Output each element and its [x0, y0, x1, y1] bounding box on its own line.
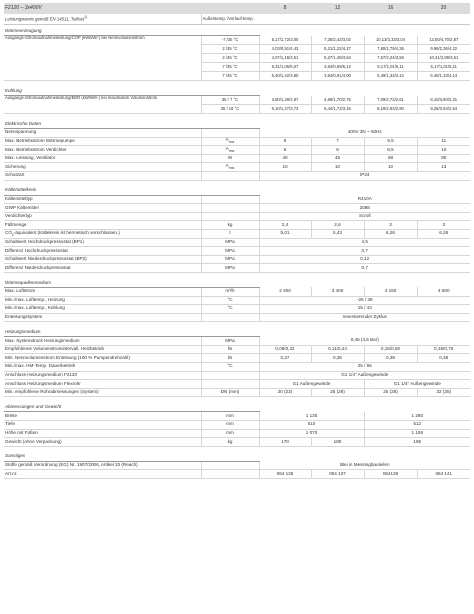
row-label: GWP Kältemittel	[4, 204, 201, 213]
table-row	[4, 204, 470, 213]
section-title: Kältemittelkreis	[4, 185, 201, 196]
section-title-spacer	[201, 85, 259, 96]
unit-text: MPa	[225, 238, 235, 244]
value-cell: 8,10/3,60/2,31	[417, 96, 470, 105]
row-label: Min. empfohlene Rohrabmessungen (System)	[4, 388, 201, 397]
section-title-spacer	[201, 118, 259, 129]
value-cell: 4 500	[417, 287, 470, 296]
condition-cell: -7 /35 °C	[201, 36, 259, 45]
section-title-spacer	[201, 185, 259, 196]
value-cell: 15 / 43	[259, 305, 470, 314]
table-row	[4, 429, 470, 438]
row-label: Anschluss Heizungsmedium Flexrohr	[4, 380, 201, 389]
value-cell: 5,40/1,42/3,80	[259, 72, 311, 81]
table-row	[4, 221, 470, 230]
unit-cell	[201, 371, 259, 380]
section-title: Elektrische Daten	[4, 118, 201, 129]
value-cell: 25 (28)	[311, 388, 364, 397]
value-cell: 5,49/1,33/4,14	[364, 72, 417, 81]
value-cell: 5,43	[311, 229, 364, 238]
value-cell: 3,80/1,28/2,97	[259, 96, 311, 105]
value-cell: 5,31/1,05/5,07	[259, 63, 311, 72]
row-label: Min./max. Lufttemp., Kühlung	[4, 305, 201, 314]
row-label: Sicherung	[4, 163, 201, 172]
value-cell: 9,5	[364, 137, 417, 146]
value-cell: 0,7	[259, 247, 470, 256]
section-title: Abmessungen und Gewicht	[4, 401, 201, 412]
value-cell: 10	[417, 146, 470, 155]
spec-table	[4, 3, 470, 479]
unit-cell	[201, 363, 259, 372]
section-spacer	[259, 277, 470, 288]
unit-text: MPa	[225, 337, 235, 343]
row-label: Ausgangs-/Stromaufnahmeleistung/COP (kW/kW/-) bei Nennvolumenstrom	[4, 36, 201, 81]
value-cell: 170	[259, 438, 311, 447]
value-cell: Scroll	[259, 212, 470, 221]
unit-cell	[201, 212, 259, 221]
unit-text: °C	[227, 363, 233, 369]
unit-text: t	[229, 230, 231, 236]
table-row	[4, 305, 470, 314]
unit-cell	[201, 154, 259, 163]
section-spacer	[259, 185, 470, 196]
row-label: Schutzart	[4, 171, 201, 180]
unit-text: MPa	[225, 256, 235, 262]
row-label: Max. Betriebsstrom Wärmepumpe	[4, 137, 201, 146]
value-cell: 0,12	[259, 255, 470, 264]
value-cell: 11	[417, 137, 470, 146]
value-cell: 5,49/1,33/4,14	[417, 72, 470, 81]
value-cell: 80	[417, 154, 470, 163]
section-title: Sonstiges	[4, 451, 201, 462]
value-cell: 0,7	[259, 264, 470, 273]
value-cell: 32 (35)	[417, 388, 470, 397]
table-row	[4, 438, 470, 447]
section-heatsource	[4, 277, 470, 288]
unit-text: MPa	[225, 247, 235, 253]
section-spacer	[259, 451, 470, 462]
table-row	[4, 412, 470, 421]
value-cell: 7,09/2,72/2,61	[364, 96, 417, 105]
value-cell: 9,96/2,36/4,22	[417, 45, 470, 54]
row-label: Art.nr.	[4, 470, 201, 479]
value-cell: 68	[364, 154, 417, 163]
unit-text: A	[225, 145, 229, 151]
row-label: Max. Leistung, Ventilator	[4, 154, 201, 163]
table-row	[4, 255, 470, 264]
table-row	[4, 36, 470, 45]
table-header	[4, 3, 470, 14]
value-cell: 2,6	[311, 221, 364, 230]
row-label: Ausgangs-/Stromaufnahmeleistung/EER (kW/kW/-) bei maximalem Volumenstrom	[4, 96, 201, 114]
performance-subtitle: Leistungswerte gemäß EN 14511, Teillast$^{1)}$	[4, 14, 201, 25]
section-title: Kühlung	[4, 85, 201, 96]
value-cell: 7	[311, 137, 364, 146]
value-cell: G1 1/4" Außengewinde	[364, 380, 470, 389]
row-label: Gewicht (ohne Verpackung)	[4, 438, 201, 447]
value-cell: 2 400	[259, 287, 311, 296]
unit-cell	[201, 296, 259, 305]
table-row	[4, 212, 470, 221]
row-label: Enteisungssystem	[4, 313, 201, 322]
value-cell: -25 / 38	[259, 296, 470, 305]
table-row	[4, 247, 470, 256]
value-cell: 13	[417, 163, 470, 172]
model-16: 16	[364, 3, 417, 14]
section-title: Wärmeerzeugung	[4, 25, 201, 36]
condition-header: Außentemp. /Vorlauf-temp.	[201, 14, 259, 25]
row-label: Min. Nennvolumenstrom Enteisung (100 % Pumpendrehzahl)	[4, 354, 201, 363]
table-row	[4, 154, 470, 163]
unit-text: A	[225, 137, 229, 143]
section-title-spacer	[201, 326, 259, 337]
value-cell: 5,17/1,72/3,00	[259, 36, 311, 45]
table-row	[4, 264, 470, 273]
value-cell: G1 Außengewinde	[259, 380, 364, 389]
condition-cell: 35 / 18 °C	[201, 105, 259, 114]
value-cell: 7,57/2,24/3,56	[364, 54, 417, 63]
section-refrigerant	[4, 185, 470, 196]
row-label: Anschluss Heizungsmedium F2120	[4, 371, 201, 380]
unit-cell	[201, 305, 259, 314]
unit-text: kg	[227, 438, 233, 444]
unit-cell	[201, 255, 259, 264]
table-subheader	[4, 14, 470, 25]
table-row	[4, 461, 470, 470]
value-cell: 45	[311, 154, 364, 163]
row-label: Verdichtertyp	[4, 212, 201, 221]
model-8: 8	[259, 3, 311, 14]
table-row	[4, 363, 470, 372]
value-cell: 2,4	[259, 221, 311, 230]
section-spacer	[259, 118, 470, 129]
unit-text: l/s	[227, 346, 233, 352]
unit-text: A	[225, 162, 229, 168]
table-row	[4, 287, 470, 296]
table-title: F2120 – 3x400V	[4, 3, 201, 14]
unit-cell	[201, 129, 259, 138]
value-cell: 5,17/1,01/5,11	[364, 63, 417, 72]
row-label: Empfohlenes Volumenstromintervall, Heizbetrieb	[4, 345, 201, 354]
table-row	[4, 470, 470, 479]
table-row	[4, 337, 470, 346]
unit-cell	[201, 421, 259, 430]
unit-cell	[201, 146, 259, 155]
model-20: 20	[417, 3, 470, 14]
value-cell: 612	[364, 421, 470, 430]
value-cell: 064 135	[259, 470, 311, 479]
value-cell: 1 280	[364, 412, 470, 421]
row-label: Max. Luftstrom	[4, 287, 201, 296]
value-cell: 20 (22)	[259, 388, 311, 397]
value-cell: 4,5	[259, 238, 470, 247]
label-text: -äquivalent (Kältekreis ist hermetisch verschlossen.)	[13, 229, 120, 235]
row-label: Breite	[4, 412, 201, 421]
section-title-spacer	[201, 277, 259, 288]
value-cell: 5	[259, 146, 311, 155]
value-cell: 6,26	[364, 229, 417, 238]
value-cell: 0,11/0,44	[311, 345, 364, 354]
unit-cell	[201, 313, 259, 322]
table-row	[4, 229, 470, 238]
table-row	[4, 345, 470, 354]
unit-text: W	[227, 155, 233, 161]
table-row	[4, 146, 470, 155]
table-row	[4, 380, 470, 389]
table-row	[4, 388, 470, 397]
unit-cell	[201, 195, 259, 204]
value-cell: 5,17/1,01/5,11	[417, 63, 470, 72]
unit-subscript: rms	[228, 148, 235, 153]
row-label: Tiefe	[4, 421, 201, 430]
value-cell: 185	[364, 438, 470, 447]
unit-cell	[201, 204, 259, 213]
section-cooling	[4, 85, 470, 96]
value-cell: R410A	[259, 195, 470, 204]
unit-cell	[201, 380, 259, 389]
row-label: Min./max. Lufttemp., Heizung	[4, 296, 201, 305]
row-label: Kältemitteltyp	[4, 195, 201, 204]
spec-table-body	[4, 3, 470, 479]
row-label: Höhe mit Füßen	[4, 429, 201, 438]
value-cell: 0,19/0,75	[417, 345, 470, 354]
value-cell: 3,64/0,69/5,12	[311, 63, 364, 72]
table-row	[4, 296, 470, 305]
table-row	[4, 238, 470, 247]
condition-cell: 35 / 7 °C	[201, 96, 259, 105]
unit-subscript: rms	[228, 165, 235, 170]
value-cell: reversierender Zyklus	[259, 313, 470, 322]
unit-cell	[201, 412, 259, 421]
value-cell: 6	[259, 137, 311, 146]
value-cell: 7,80/1,79/4,36	[364, 45, 417, 54]
section-title: Heizungsmedium	[4, 326, 201, 337]
value-cell: 610	[259, 421, 364, 430]
unit-cell	[201, 247, 259, 256]
row-label: Max. Betriebsstrom Verdichter	[4, 146, 201, 155]
model-12: 12	[311, 3, 364, 14]
section-title: Wärmequellenmedium	[4, 277, 201, 288]
value-cell: 0,35	[311, 354, 364, 363]
table-row	[4, 171, 470, 180]
unit-text: °C	[227, 296, 233, 302]
value-cell: 8,5	[364, 146, 417, 155]
unit-cell	[201, 163, 259, 172]
table-row	[4, 354, 470, 363]
value-cell: 9,26/3,64/2,54	[417, 105, 470, 114]
value-cell: 180	[311, 438, 364, 447]
value-cell: 10	[259, 163, 311, 172]
value-cell: 0,48	[417, 354, 470, 363]
value-cell: 3,64/0,91/4,00	[311, 72, 364, 81]
table-row	[4, 371, 470, 380]
section-electrical	[4, 118, 470, 129]
value-cell: 4,69/1,70/2,76	[311, 96, 364, 105]
value-cell: 0,27	[259, 354, 311, 363]
unit-cell	[201, 221, 259, 230]
table-row	[4, 129, 470, 138]
label-text: CO	[5, 229, 12, 235]
condition-cell: 7 /45 °C	[201, 72, 259, 81]
value-cell: 3 400	[311, 287, 364, 296]
table-row	[4, 137, 470, 146]
unit-cell	[201, 461, 259, 470]
section-spacer	[259, 25, 470, 36]
value-cell: 5,01	[259, 229, 311, 238]
value-cell: 3	[364, 221, 417, 230]
value-cell: 13,50/4,70/2,87	[417, 36, 470, 45]
unit-cell	[201, 470, 259, 479]
section-other	[4, 451, 470, 462]
datasheet	[4, 0, 470, 479]
row-label: Stoffe gemäß Verordnung (EG) Nr. 1907/2006, Artikel 33 (Reach)	[4, 461, 201, 470]
unit-text: kg	[227, 221, 233, 227]
unit-cell	[201, 438, 259, 447]
value-cell: 5,21/1,22/4,27	[311, 45, 364, 54]
condition-cell: 7 /35 °C	[201, 63, 259, 72]
value-cell: G1 1/4" Außengewinde	[259, 371, 470, 380]
unit-cell	[201, 229, 259, 238]
section-spacer	[259, 401, 470, 412]
value-cell: 10	[364, 163, 417, 172]
value-cell: 5,27/1,49/3,54	[311, 54, 364, 63]
row-label: Differenz Niederdruckpressostat	[4, 264, 201, 273]
value-cell: 4,07/1,16/3,51	[259, 54, 311, 63]
section-dimensions	[4, 401, 470, 412]
condition-cell: 2 /45 °C	[201, 54, 259, 63]
row-label: Min./max. HM-Temp. Dauerbetrieb	[4, 363, 201, 372]
value-cell: 064 137	[311, 470, 364, 479]
section-spacer	[259, 85, 470, 96]
value-cell: 8,19/2,83/2,90	[364, 105, 417, 114]
value-cell: 064139	[364, 470, 417, 479]
row-label: Differenz Hochdruckpressostat	[4, 247, 201, 256]
label-subscript: 2	[11, 232, 14, 237]
value-cell: 2088	[259, 204, 470, 213]
value-cell: 10,41/2,89/3,61	[417, 54, 470, 63]
unit-text: °C	[227, 305, 233, 311]
section-heatingmedium	[4, 326, 470, 337]
value-cell: IP24	[259, 171, 470, 180]
unit-cell	[201, 287, 259, 296]
value-cell: 1 165	[364, 429, 470, 438]
table-row	[4, 96, 470, 105]
unit-cell	[201, 171, 259, 180]
unit-cell	[201, 354, 259, 363]
value-cell: 6,26	[417, 229, 470, 238]
unit-cell	[201, 337, 259, 346]
value-cell: 1 130	[259, 412, 364, 421]
unit-text: l/s	[227, 354, 233, 360]
row-label: Schaltwert Niederdruckpressostat (BP2)	[4, 255, 201, 264]
value-cell: 10	[311, 163, 364, 172]
value-cell: Blei in Messingbauteilen	[259, 461, 470, 470]
value-cell: 5,44/1,73/3,15	[311, 105, 364, 114]
row-label: Füllmenge	[4, 221, 201, 230]
value-cell: 3	[417, 221, 470, 230]
value-cell: 0,08/0,32	[259, 345, 311, 354]
value-cell: 10,13/3,33/3,04	[364, 36, 417, 45]
unit-text: mm	[226, 412, 234, 418]
section-spacer	[259, 326, 470, 337]
value-cell: 6	[311, 146, 364, 155]
value-cell: 1 070	[259, 429, 364, 438]
table-row	[4, 313, 470, 322]
row-label	[4, 229, 201, 238]
value-cell: 7,35/2,43/3,02	[311, 36, 364, 45]
unit-cell	[201, 137, 259, 146]
unit-text: m³/h	[225, 288, 235, 294]
row-label: Schaltwert Hochdruckpressostat (BP1)	[4, 238, 201, 247]
value-cell: 25 / 65	[259, 363, 470, 372]
unit-cell	[201, 345, 259, 354]
value-cell: 0,38	[364, 354, 417, 363]
value-cell: 0,45 (4,5 Bar)	[259, 337, 470, 346]
value-cell: 400V 3N ~ 50Hz	[259, 129, 470, 138]
section-heating	[4, 25, 470, 36]
value-cell: 5,10/1,37/3,73	[259, 105, 311, 114]
unit-cell	[201, 388, 259, 397]
value-cell: 4 150	[364, 287, 417, 296]
value-cell: 4,03/0,91/4,43	[259, 45, 311, 54]
row-label: Max. Systemdruck Heizungsmedium	[4, 337, 201, 346]
value-cell: 25 (28)	[364, 388, 417, 397]
value-cell: 0,15/0,60	[364, 345, 417, 354]
unit-cell	[201, 264, 259, 273]
unit-cell	[201, 238, 259, 247]
unit-text: mm	[226, 430, 234, 436]
unit-text: MPa	[225, 264, 235, 270]
table-row	[4, 195, 470, 204]
table-row	[4, 421, 470, 430]
unit-subscript: rms	[228, 140, 235, 145]
section-title-spacer	[201, 451, 259, 462]
unit-text: mm	[226, 421, 234, 427]
unit-text: DN (mm)	[220, 389, 240, 395]
table-row	[4, 163, 470, 172]
unit-cell	[201, 429, 259, 438]
value-cell: 40	[259, 154, 311, 163]
condition-cell: 2 /35 °C	[201, 45, 259, 54]
section-title-spacer	[201, 25, 259, 36]
row-label: Nennspannung	[4, 129, 201, 138]
value-cell: 064 141	[417, 470, 470, 479]
section-title-spacer	[201, 401, 259, 412]
